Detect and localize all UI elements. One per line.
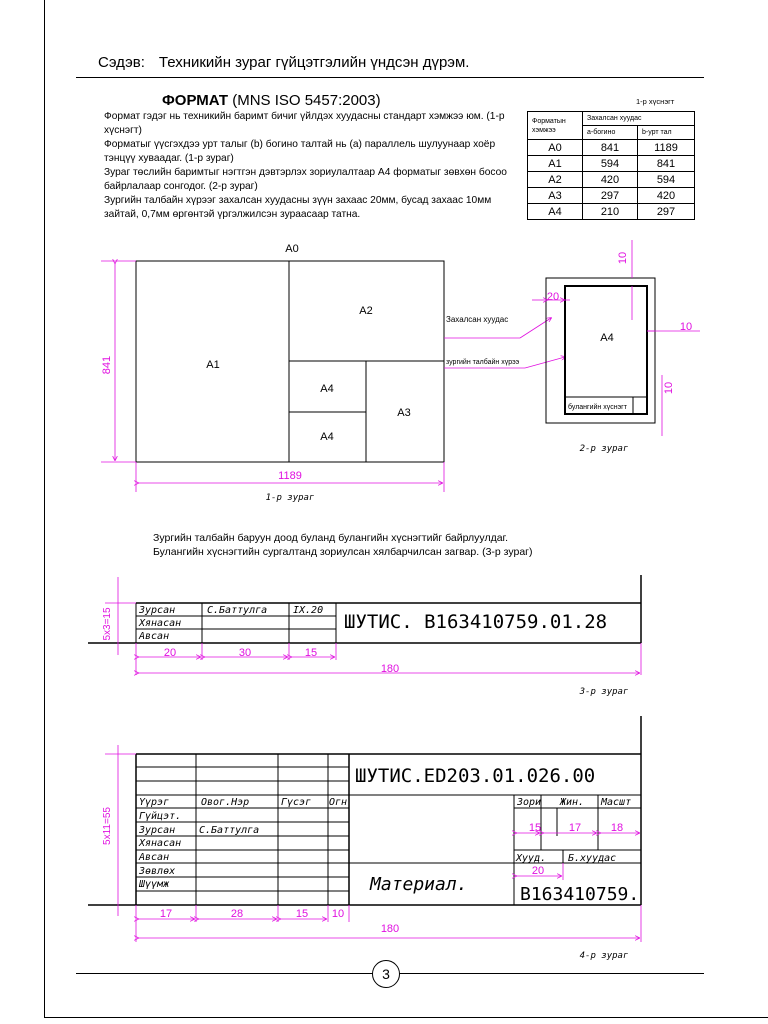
fig4-r2-name: С.Баттулга	[199, 825, 260, 836]
intro-paragraph: Формат гэдэг нь техникийн баримт бичиг үйлдэх хуудасны стандарт хэмжээ юм. (1-р хүснэгт)	[104, 111, 505, 136]
fig4-dim-15: 15	[528, 822, 542, 834]
fig4-code2: В163410759.	[520, 884, 640, 905]
col-b-header: b-урт тал	[638, 126, 695, 140]
cell: 420	[638, 188, 695, 204]
cell: 594	[583, 156, 638, 172]
fig4-r3: Хянасан	[139, 838, 182, 849]
fig2-dim-bottom: 10	[663, 381, 675, 395]
topic-text: Техникийн зураг гүйцэтгэлийн үндсэн дүрэм.	[158, 54, 470, 71]
fig3-dim-height: 5x3=15	[102, 607, 113, 641]
cell: 594	[638, 172, 695, 188]
intro-paragraph: Зургийн талбайн хүрээг захалсан хуудасны зүүн захаас 20мм, бусад захаас 10мм зайтай, 0,7мм өргөнтэй үргэлжилсэн зураасаар татна.	[104, 195, 492, 220]
fig4-h-sign: Гүсэг	[281, 797, 312, 808]
fig3-name: С.Баттулга	[207, 605, 268, 616]
fig4-r5: Зөвлөх	[139, 866, 176, 877]
topic-label: Сэдэв:	[98, 54, 145, 71]
fig2-a4: A4	[600, 332, 614, 344]
label-trimmed-sheet: Захалсан хуудас	[446, 315, 509, 324]
fig3-dim-30: 30	[238, 647, 252, 659]
dim-height: 841	[101, 355, 113, 375]
cell: 297	[638, 204, 695, 220]
fig3-date: IX.20	[293, 605, 324, 616]
fig3-dim-20: 20	[163, 647, 177, 659]
fig4-huud: Хууд.	[516, 853, 547, 864]
cell: A1	[528, 156, 583, 172]
label-a3: A3	[397, 407, 411, 419]
page-number: 3	[372, 960, 400, 988]
col-format-header: Форматын хэмжээ	[528, 112, 583, 140]
format-standard: (MNS ISO 5457:2003)	[232, 92, 381, 109]
intro-paragraph: Зураг төслийн баримтыг нэгтгэн дэвтэрлэх зориулалтаар А4 форматыг зөвхөн босоо байрлалаар сонгодог. (2-р зураг)	[104, 167, 507, 192]
table1-caption: 1-р хүснэгт	[636, 97, 675, 106]
placement-line: Зургийн талбайн баруун доод буланд булангийн хүснэгтийг байрлуулдаг.	[153, 532, 509, 544]
fig4-dim-b28: 28	[230, 908, 244, 920]
fig4-h-role: Үүрэг	[139, 797, 170, 808]
fig3-dim-180: 180	[380, 663, 400, 675]
col-group-header: Захалсан хуудас	[583, 112, 695, 126]
fig4-h-name: Овог.Нэр	[201, 797, 250, 808]
fig4-h-date: Огн	[329, 797, 348, 808]
fig4-r1: Гүйцэт.	[139, 811, 182, 822]
cell: 1189	[638, 140, 695, 156]
label-a4: A4	[320, 431, 334, 443]
fig2-dim-top: 10	[617, 251, 629, 265]
intro-paragraph: Форматыг үүсгэхдээ урт талыг (b) богино талтай нь (a) параллель шулуунаар хоёр тэнцүү хуваадаг. (1-р зураг)	[104, 139, 496, 164]
fig4-zori: Зори	[517, 797, 542, 808]
fig2-corner-table: булангийн хүснэгт	[568, 404, 627, 411]
fig4-material: Материал.	[370, 874, 468, 895]
fig4-r4: Авсан	[139, 852, 170, 863]
label-a1: A1	[206, 359, 220, 371]
col-a-header: a-богино	[583, 126, 638, 140]
cell: 841	[638, 156, 695, 172]
placement-line: Булангийн хүснэгтийн сургалтанд зориулсан хялбарчилсан загвар. (3-р зураг)	[153, 546, 533, 558]
cell: 420	[583, 172, 638, 188]
fig4-r2: Зурсан	[139, 825, 176, 836]
fig4-dim-b17: 17	[159, 908, 173, 920]
dim-width: 1189	[278, 470, 302, 482]
fig4-jin: Жин.	[560, 797, 585, 808]
fig4-dim-b10: 10	[331, 908, 345, 920]
fig4-dim-height: 5x11=55	[102, 807, 113, 845]
fig3-role-drawn: Зурсан	[139, 605, 176, 616]
fig2-caption: 2-р зураг	[579, 444, 629, 454]
fig2-dim-20: 20	[546, 291, 560, 303]
cell: A3	[528, 188, 583, 204]
fig4-dim-20: 20	[531, 865, 545, 877]
label-a2: A2	[359, 305, 373, 317]
fig3-caption: 3-р зураг	[579, 687, 629, 697]
label-drawing-frame: зургийн талбайн хүрээ	[446, 359, 520, 366]
fig1-caption: 1-р зураг	[265, 493, 315, 503]
fig3-code: ШУТИС. В163410759.01.28	[344, 611, 608, 633]
label-a4: A4	[320, 383, 334, 395]
cell: A0	[528, 140, 583, 156]
fig4-dim-18: 18	[610, 822, 624, 834]
fig3-role-accepted: Авсан	[139, 631, 170, 642]
cell: 210	[583, 204, 638, 220]
fig4-dim-b15: 15	[295, 908, 309, 920]
format-title-text: ФОРМАТ	[162, 92, 229, 109]
cell: A4	[528, 204, 583, 220]
fig4-caption: 4-р зураг	[579, 951, 629, 961]
fig3-dim-15: 15	[304, 647, 318, 659]
fig4-dim-17: 17	[568, 822, 582, 834]
fig2-dim-right: 10	[679, 321, 693, 333]
fig4-b-huudas: Б.хуудас	[568, 853, 617, 864]
fig4-masht: Масшт	[601, 797, 632, 808]
cell: A2	[528, 172, 583, 188]
cell: 841	[583, 140, 638, 156]
fig3-role-checked: Хянасан	[139, 618, 182, 629]
label-a0: A0	[285, 243, 299, 255]
cell: 297	[583, 188, 638, 204]
fig4-dim-180: 180	[380, 923, 400, 935]
fig4-r6: Шүүмж	[139, 879, 170, 890]
fig4-code: ШУТИС.ED203.01.026.00	[355, 765, 596, 787]
